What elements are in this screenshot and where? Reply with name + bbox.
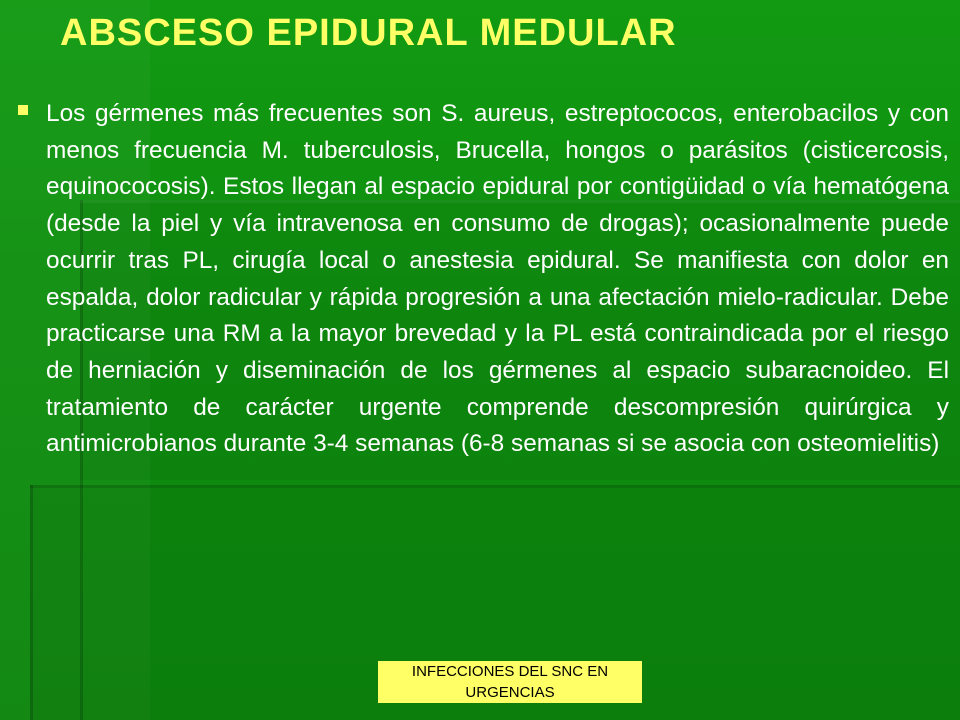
square-bullet-icon (18, 105, 28, 115)
background-divider (30, 485, 960, 488)
footer-text: INFECCIONES DEL SNC EN URGENCIAS (378, 661, 642, 703)
background-divider (30, 485, 33, 720)
slide-title: ABSCESO EPIDURAL MEDULAR (60, 12, 677, 54)
bullet-text: Los gérmenes más frecuentes son S. aureus, estreptococos, enterobacilos y con menos frecuencia M. tuberculosis, Brucella, hongos o parásitos (cisticercosis, equinococosis). Estos llegan al espacio epidural por contigüidad o vía hematógena (desde la piel y vía intravenosa en consumo de drogas); ocasionalmente puede ocurrir tras PL, cirugía local o anestesia epidural. Se manifiesta con dolor en espalda, dolor radicular y rápida progresión a una afectación mielo-radicular. Debe practicarse una RM a la mayor brevedad y la PL está contraindicada por el riesgo de herniación y diseminación de los gérmenes al espacio subaracnoideo. El tratamiento de carácter urgente comprende descompresión quirúrgica y antimicrobianos durante 3-4 semanas (6-8 semanas si se asocia con osteomielitis) (46, 100, 949, 458)
slide-footer (360, 661, 660, 703)
